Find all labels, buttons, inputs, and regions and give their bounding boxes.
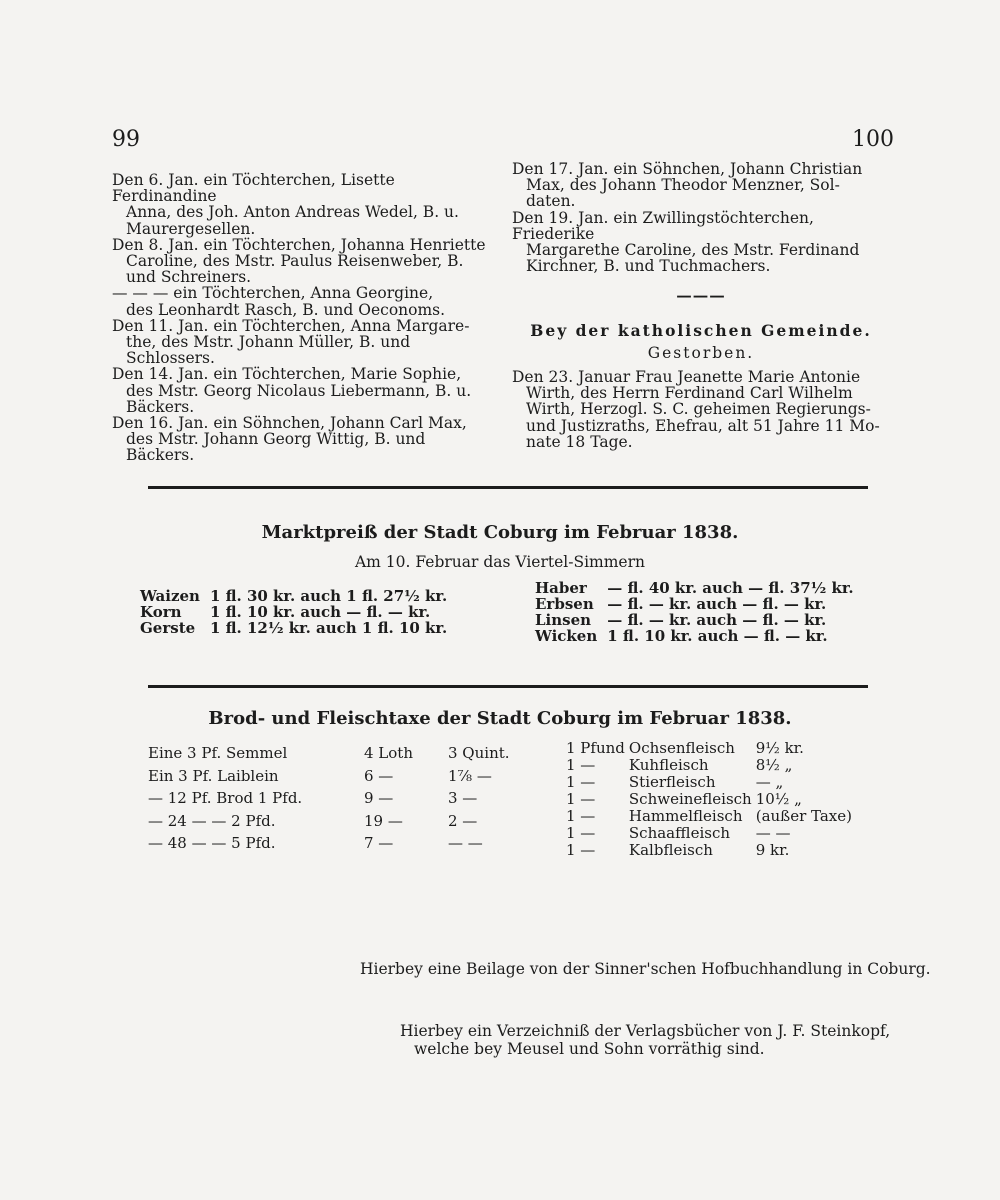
entry-continuation: des Mstr. Georg Nicolaus Liebermann, B. u.	[126, 381, 472, 400]
bread-quint: — —	[448, 834, 483, 852]
bread-item: Ein 3 Pf. Laiblein	[148, 766, 279, 785]
grain-name: Korn	[140, 603, 182, 621]
grain-name: Erbsen	[535, 595, 594, 613]
bread-quint: 2 —	[448, 811, 478, 830]
entry-first-line: Den 14. Jan. ein Töchterchen, Marie Sophie,	[112, 365, 462, 384]
meat-item: Kuhfleisch	[628, 756, 709, 774]
meat-item: Stierfleisch	[628, 773, 716, 791]
market-subtitle: Am 10. Februar das Viertel-Simmern	[354, 553, 645, 571]
meat-item: Kalbfleisch	[628, 841, 713, 859]
meat-qty: 1 —	[566, 790, 596, 808]
meat-qty: 1 Pfund	[566, 739, 625, 757]
bread-row	[148, 765, 524, 788]
bread-row	[148, 787, 524, 810]
entry-continuation: Caroline, des Mstr. Paulus Reisenweber, B.	[126, 252, 464, 271]
entry-continuation: Kirchner, B. und Tuchmachers.	[526, 257, 771, 276]
entry-first-line: Den 6. Jan. ein Töchterchen, Lisette Ferdinandine	[112, 171, 395, 206]
bread-row	[148, 832, 524, 855]
bread-item: Eine 3 Pf. Semmel	[148, 744, 288, 762]
bread-row	[148, 742, 524, 765]
market-row	[535, 596, 858, 612]
meat-table	[566, 740, 860, 859]
grain-name: Haber	[535, 579, 587, 597]
bread-item: — 24 — — 2 Pfd.	[148, 811, 276, 830]
market-row	[140, 588, 451, 604]
entry-first-line: Den 17. Jan. ein Söhnchen, Johann Christian	[512, 160, 863, 178]
register-entry	[112, 237, 494, 286]
entry-first-line: — — — ein Töchterchen, Anna Georgine,	[112, 284, 434, 303]
horizontal-rule	[148, 685, 868, 688]
register-entry	[112, 415, 494, 464]
entry-continuation: Wirth, des Herrn Ferdinand Carl Wilhelm	[526, 384, 853, 403]
grain-price: 1 fl. 12½ kr. auch 1 fl. 10 kr.	[209, 619, 448, 637]
meat-item: Ochsenfleisch	[628, 739, 735, 757]
market-row	[535, 612, 858, 628]
entry-continuation: und Justizraths, Ehefrau, alt 51 Jahre 11 Mo-	[526, 416, 880, 435]
catalogue-note	[400, 1022, 890, 1058]
bread-row	[148, 810, 524, 833]
register-entry	[512, 161, 890, 210]
grain-name: Gerste	[140, 619, 196, 637]
entry-continuation: des Mstr. Johann Georg Wittig, B. und	[126, 430, 426, 449]
section-heading: Bey der katholischen Gemeinde.	[530, 320, 872, 340]
separator: ———	[676, 286, 726, 306]
register-entry	[112, 172, 494, 237]
grain-name: Wicken	[535, 627, 598, 645]
grain-price: — fl. — kr. auch — fl. — kr.	[607, 611, 827, 629]
bread-quint: 1⅞ —	[448, 766, 492, 785]
market-table-right	[535, 580, 858, 644]
meat-price: — —	[755, 824, 791, 842]
meat-qty: 1 —	[566, 824, 596, 842]
entry-first-line: Den 16. Jan. ein Söhnchen, Johann Carl Max,	[112, 414, 467, 433]
birth-list-left	[112, 172, 494, 464]
meat-qty: 1 —	[566, 773, 596, 791]
death-entry	[512, 369, 890, 450]
grain-price: 1 fl. 30 kr. auch 1 fl. 27½ kr.	[209, 587, 448, 605]
meat-row	[566, 757, 860, 774]
bread-item: — 12 Pf. Brod 1 Pfd.	[148, 789, 303, 807]
grain-price: 1 fl. 10 kr. auch — fl. — kr.	[209, 603, 431, 621]
meat-row	[566, 740, 860, 757]
grain-price: 1 fl. 10 kr. auch — fl. — kr.	[607, 627, 828, 645]
register-entry	[112, 285, 494, 317]
grain-price: — fl. — kr. auch — fl. — kr.	[607, 595, 827, 613]
market-row	[140, 604, 451, 620]
entry-continuation: Bäckers.	[126, 397, 195, 416]
entry-continuation: des Leonhardt Rasch, B. und Oeconoms.	[126, 300, 446, 319]
grain-price: — fl. 40 kr. auch — fl. 37½ kr.	[607, 579, 854, 597]
bread-item: — 48 — — 5 Pfd.	[148, 834, 276, 852]
bread-quint: 3 Quint.	[448, 744, 510, 762]
meat-qty: 1 —	[566, 756, 596, 774]
entry-first-line: Den 11. Jan. ein Töchterchen, Anna Margare-	[112, 316, 470, 335]
entry-continuation: Bäckers.	[126, 446, 195, 465]
page-number-right: 100	[852, 127, 894, 152]
register-entry	[112, 366, 494, 415]
meat-row	[566, 808, 860, 825]
meat-price: 10½ „	[755, 790, 802, 808]
catalogue-note-line: Hierbey ein Verzeichniß der Verlagsbücher von J. F. Steinkopf,	[400, 1022, 891, 1040]
meat-price: 9 kr.	[755, 841, 790, 859]
entry-continuation: Maurergesellen.	[126, 219, 256, 238]
catalogue-note-line: welche bey Meusel und Sohn vorräthig sind.	[414, 1040, 765, 1058]
entry-continuation: nate 18 Tage.	[526, 432, 633, 451]
market-row	[535, 580, 858, 596]
market-row	[535, 628, 858, 644]
entry-first-line: Den 8. Jan. ein Töchterchen, Johanna Henriette	[112, 235, 486, 254]
section-subheading: Gestorben.	[647, 343, 755, 362]
entry-continuation: the, des Mstr. Johann Müller, B. und	[126, 333, 411, 352]
bread-loth: 6 —	[364, 766, 394, 785]
entry-continuation: Max, des Johann Theodor Menzner, Sol-	[526, 176, 840, 195]
register-entry	[112, 318, 494, 367]
meat-item: Schaaffleisch	[628, 824, 731, 842]
entry-continuation: Anna, des Joh. Anton Andreas Wedel, B. u.	[126, 203, 459, 222]
market-title: Marktpreiß der Stadt Coburg im Februar 1838.	[261, 522, 739, 543]
bread-loth: 4 Loth	[364, 744, 413, 762]
entry-continuation: und Schreiners.	[126, 268, 252, 287]
meat-price: 8½ „	[755, 756, 793, 774]
meat-price: — „	[755, 773, 784, 791]
meat-item: Hammelfleisch	[628, 807, 743, 825]
bread-loth: 19 —	[364, 811, 403, 830]
entry-continuation: Wirth, Herzogl. S. C. geheimen Regierungs-	[526, 400, 871, 419]
meat-price: 9½ kr.	[755, 739, 804, 757]
bread-loth: 9 —	[364, 789, 394, 807]
meat-price: (außer Taxe)	[755, 807, 852, 825]
entry-first-line: Den 23. Januar Frau Jeanette Marie Antonie	[512, 368, 861, 387]
meat-row	[566, 825, 860, 842]
meat-row	[566, 842, 860, 859]
market-row	[140, 620, 451, 636]
meat-row	[566, 791, 860, 808]
brod-title: Brod- und Fleischtaxe der Stadt Coburg im Februar 1838.	[208, 708, 792, 729]
birth-list-right	[512, 161, 890, 450]
meat-qty: 1 —	[566, 841, 596, 859]
entry-continuation: Margarethe Caroline, des Mstr. Ferdinand	[526, 241, 860, 260]
supplement-note: Hierbey eine Beilage von der Sinner'schen Hofbuchhandlung in Coburg.	[360, 960, 931, 978]
meat-item: Schweinefleisch	[628, 790, 752, 808]
market-table-left	[140, 588, 451, 636]
horizontal-rule	[148, 486, 868, 489]
bread-loth: 7 —	[364, 834, 394, 852]
grain-name: Linsen	[535, 611, 592, 629]
entry-continuation: Schlossers.	[126, 349, 215, 368]
entry-first-line: Den 19. Jan. ein Zwillingstöchterchen, Friederike	[512, 208, 814, 243]
meat-qty: 1 —	[566, 807, 596, 825]
grain-name: Waizen	[140, 587, 200, 605]
entry-continuation: daten.	[526, 192, 576, 211]
meat-row	[566, 774, 860, 791]
page-number-left: 99	[112, 127, 140, 152]
bread-quint: 3 —	[448, 789, 478, 807]
register-entry	[512, 210, 890, 275]
bread-table	[148, 742, 524, 855]
